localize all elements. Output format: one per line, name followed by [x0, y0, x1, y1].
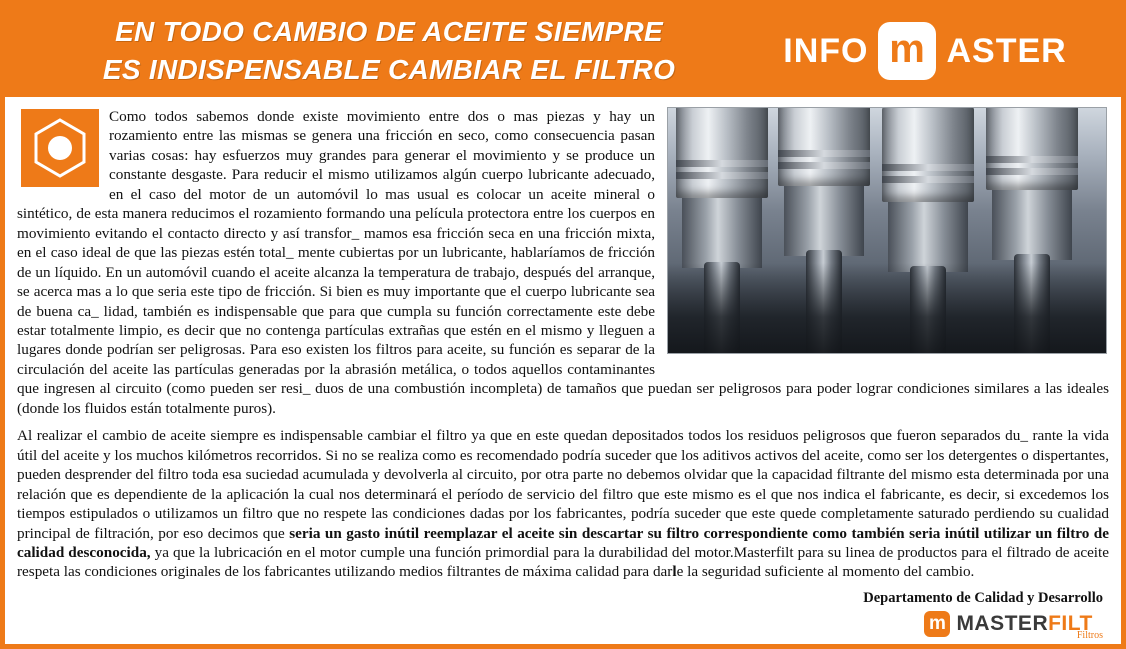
- article-body: [5, 97, 1121, 644]
- piston-skirt: [682, 198, 762, 268]
- hex-filter-icon: [21, 109, 99, 187]
- paragraph-2-bold-1: seria un gasto inútil reemplazar el aceite sin descartar su filtro correspondiente como también seria inútil utilizar un filtro de calidad desconocida,: [17, 524, 1109, 561]
- wordmark-master: MASTER: [956, 611, 1049, 635]
- top-row: [17, 105, 1109, 426]
- piston-ring: [778, 162, 870, 169]
- piston-skirt: [784, 186, 864, 256]
- hexagon-icon: [33, 118, 87, 178]
- masterfilt-footer-logo: [17, 611, 1109, 641]
- piston-ring: [986, 168, 1078, 175]
- paragraph-2-part-2: ya que la lubricación en el motor cumple una función primordial para la durabilidad del motor.Masterfilt para su linea de productos para el filtrado de aceite respeta las condiciones originales de los fabricantes utilizando medios filtrantes de máxima calidad para dar: [17, 543, 1109, 581]
- paragraph-2: [17, 426, 1109, 582]
- paragraph-2-part-1: Al realizar el cambio de aceite siempre es indispensable cambiar el filtro ya que en este quedan depositados todos los residuos peligrosos que fueron separados du_ rante la vida útil del aceite y los muchos kilómetros recorridos. Si no se realiza como es recomendado podría suceder que los aditivos activos del aceite, como ser los detergentes o dispertantes, pueden desprender del filtro toda esa suciedad acumulada y devolverla al circuito, por otra parte no debemos olvidar que la capacidad filtrante del mismo esta determinada por una relación que es dependiente de la aplicación la cual nos determinará el período de servicio del filtro que este mismo es el que nos indica el fabricante, es decir, si excedemos los tiempos estipulados o utilizamos un filtro que no respete las condiciones dadas por los fabricantes, podría suceder que este quede completamente saturado perdiendo su cualidad principal de filtración, por eso decimos que: [17, 427, 1109, 542]
- header-banner: [5, 5, 1121, 97]
- wordmark-filt: FILT: [1048, 611, 1093, 635]
- paragraph-1: Como todos sabemos donde existe movimiento entre dos o mas piezas y hay un rozamiento entre las mismas se genera una fricción en seco, como consecuencia pasan varias cosas: hay esfuerzos muy grandes para generar el movimiento y se produce un constante desgaste. Para reducir el mismo utilizamos algún cuerpo lubricante adecuado, en el caso del motor de un automóvil lo mas usual es colocar un aceite mineral o sintético, de esta manera reducimos el rozamiento formando una película protectora entre los cuerpos en movimiento evitando el contacto directo y así transfor_ mamos esa fricción seca en una fricción mixta, en el caso ideal de que las piezas estén total_ mente cubiertas por un lubricante, hablaríamos de fricción de un líquido. En un automóvil cuando el aceite alcanza la temperatura de trabajo, después del arranque, se acerca mas a lo que seria este tipo de fricción. Si bien es muy importante que el cuerpo lubricante sea de buena ca_ lidad, también es indispensable que para que cumpla su función correctamente este debe estar totalmente limpio, es decir que no contenga partículas extrañas que estén en el mismo y lleguen a lugares donde podrían ser peligrosas. Para eso existen los filtros para aceite, su función es separar de la circulación del aceite las partículas generadas por la abrasión metálica, o todos aquellos contaminantes que ingresen al circuito (como pueden ser resi_ duos de una combustión incompleta) de tamaños que puedan ser peligrosos para poder lograr condiciones similares a las ideales (donde los fluidos están totalmente puros).: [17, 108, 1109, 417]
- photo-vignette: [668, 263, 1106, 353]
- title-line-1: EN TODO CAMBIO DE ACEITE SIEMPRE: [115, 15, 663, 47]
- page-title: [39, 13, 739, 89]
- piston-head: [882, 107, 974, 202]
- wordmark-sub: Filtros: [1076, 629, 1103, 641]
- masterfilt-m-icon-footer: m: [924, 611, 950, 637]
- piston-skirt: [992, 190, 1072, 260]
- department-signature: Departamento de Calidad y Desarrollo: [863, 589, 1103, 606]
- logo-word-info: INFO: [783, 31, 869, 70]
- paragraph-2-part-3: e la seguridad suficiente al momento del cambio.: [676, 563, 975, 581]
- piston-ring: [676, 160, 768, 167]
- pistons-photo: [667, 107, 1107, 354]
- piston-head: [778, 107, 870, 186]
- infomaster-logo: [739, 22, 1111, 80]
- piston-ring: [986, 156, 1078, 163]
- piston-ring: [882, 176, 974, 183]
- piston-ring: [882, 164, 974, 171]
- logo-mark-letter: m: [889, 27, 926, 71]
- logo-word-aster: ASTER: [946, 31, 1067, 70]
- paragraph-2-bold-2: l: [672, 563, 677, 581]
- piston-skirt: [888, 202, 968, 272]
- piston-ring: [778, 150, 870, 157]
- title-line-2: ES INDISPENSABLE CAMBIAR EL FILTRO: [102, 54, 676, 85]
- piston-head: [986, 107, 1078, 190]
- piston-head: [676, 107, 768, 198]
- piston-ring: [676, 172, 768, 179]
- masterfilt-wordmark: [956, 612, 1092, 636]
- masterfilt-m-icon: [878, 22, 936, 80]
